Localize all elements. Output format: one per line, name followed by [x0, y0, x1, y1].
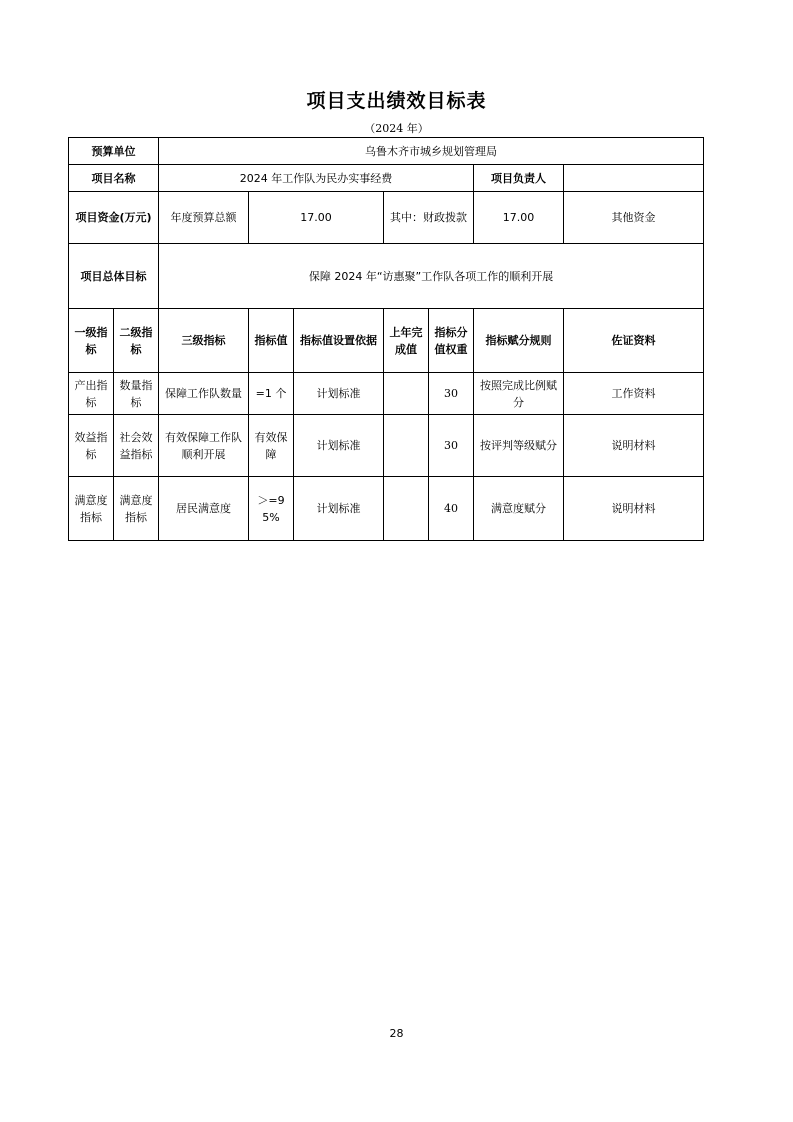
row-level1: 效益指标 [69, 415, 114, 477]
row-weight: 40 [429, 477, 474, 541]
annual-budget-label: 年度预算总额 [159, 192, 249, 244]
row-basis: 计划标准 [294, 477, 384, 541]
row-basis: 计划标准 [294, 373, 384, 415]
header-level2: 二级指标 [114, 309, 159, 373]
header-row [69, 309, 704, 373]
row-last-year [384, 373, 429, 415]
row-basis: 计划标准 [294, 415, 384, 477]
page-number: 28 [389, 1027, 404, 1040]
row-last-year [384, 477, 429, 541]
header-evidence: 佐证资料 [564, 309, 704, 373]
project-value: 2024 年工作队为民办实事经费 [159, 165, 474, 192]
row-value: 有效保障 [249, 415, 294, 477]
goal-value: 保障 2024 年“访惠聚”工作队各项工作的顺利开展 [159, 244, 704, 309]
unit-value: 乌鲁木齐市城乡规划管理局 [159, 138, 704, 165]
header-value: 指标值 [249, 309, 294, 373]
row-level1: 产出指标 [69, 373, 114, 415]
owner-value [564, 165, 704, 192]
header-weight: 指标分值权重 [429, 309, 474, 373]
project-row [69, 165, 704, 192]
unit-row [69, 138, 704, 165]
row-rule: 按评判等级赋分 [474, 415, 564, 477]
header-level1: 一级指标 [69, 309, 114, 373]
row-rule: 满意度赋分 [474, 477, 564, 541]
goal-row [69, 244, 704, 309]
other-funds-label: 其他资金 [611, 211, 656, 224]
page-title: 项目支出绩效目标表 [306, 90, 487, 112]
row-value: =1 个 [249, 373, 294, 415]
unit-label: 预算单位 [69, 138, 159, 165]
row-last-year [384, 415, 429, 477]
fund-label: 项目资金(万元) [69, 192, 159, 244]
fiscal-label: 其中：财政拨款 [384, 192, 474, 244]
row-weight: 30 [429, 415, 474, 477]
row-level2: 数量指标 [114, 373, 159, 415]
header-level3: 三级指标 [159, 309, 249, 373]
row-level2: 社会效益指标 [114, 415, 159, 477]
table-row [69, 373, 704, 415]
row-level3: 保障工作队数量 [159, 373, 249, 415]
year-note: （2024 年） [364, 122, 429, 135]
fiscal-value: 17.00 [474, 192, 564, 244]
row-evidence: 说明材料 [564, 477, 704, 541]
other-funds-cell [564, 192, 704, 244]
project-label: 项目名称 [69, 165, 159, 192]
performance-table [68, 137, 704, 541]
row-weight: 30 [429, 373, 474, 415]
row-level1: 满意度指标 [69, 477, 114, 541]
row-level2: 满意度指标 [114, 477, 159, 541]
fund-row [69, 192, 704, 244]
row-value: ＞=95% [249, 477, 294, 541]
owner-label: 项目负责人 [474, 165, 564, 192]
header-last-year: 上年完成值 [384, 309, 429, 373]
header-rule: 指标赋分规则 [474, 309, 564, 373]
table-row [69, 477, 704, 541]
row-evidence: 说明材料 [564, 415, 704, 477]
row-rule: 按照完成比例赋分 [474, 373, 564, 415]
table-row [69, 415, 704, 477]
header-basis: 指标值设置依据 [294, 309, 384, 373]
annual-budget-value: 17.00 [249, 192, 384, 244]
row-level3: 有效保障工作队顺利开展 [159, 415, 249, 477]
row-evidence: 工作资料 [564, 373, 704, 415]
goal-label: 项目总体目标 [69, 244, 159, 309]
row-level3: 居民满意度 [159, 477, 249, 541]
